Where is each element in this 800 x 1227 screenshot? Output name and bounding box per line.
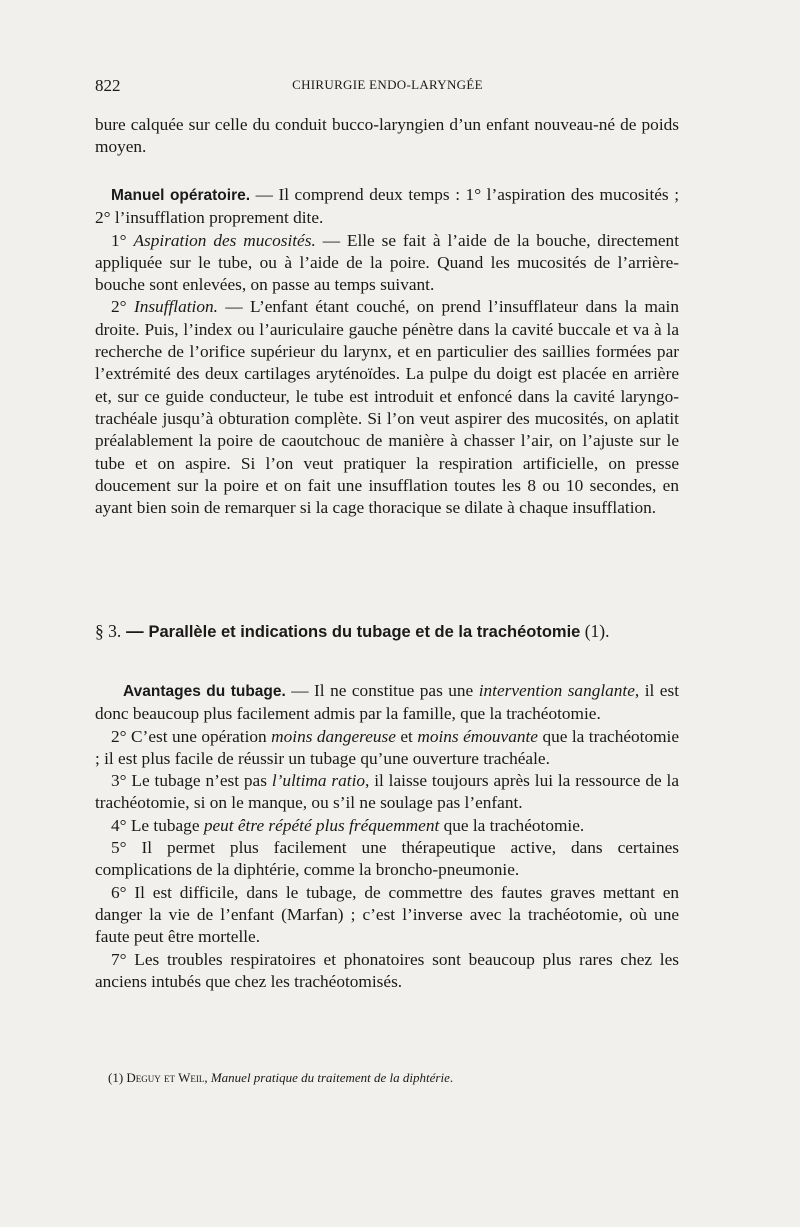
- item-5-number: 5°: [111, 838, 142, 858]
- footnote-authors: Deguy et Weil: [126, 1070, 205, 1085]
- item-2-text-c: que la trachéotomie ; il est plus facile de réussir un tubage qu’une ouverture trachéale.: [95, 726, 680, 768]
- running-title: CHIRURGIE ENDO-LARYNGÉE: [292, 77, 483, 92]
- paragraph: bure calquée sur celle du conduit bucco-laryngien d’un enfant nouveau-né de poids moyen.: [95, 115, 679, 157]
- manual-section: [95, 184, 679, 519]
- avantages-paragraph: [95, 680, 679, 726]
- avantages-text-b: , il est donc beaucoup plus facilement admis par la famille, que la trachéotomie.: [95, 681, 679, 724]
- item-3-em: l’ultima ratio: [271, 771, 366, 791]
- item-7-number: 7°: [111, 949, 135, 969]
- item-2-em-a: moins dangereuse: [271, 726, 396, 746]
- advantages-section: [95, 680, 679, 993]
- item-6-text: Il est difficile, dans le tubage, de commettre des fautes graves mettant en danger la vie de l’enfant (Marfan) ; c’est l’inverse avec la trachéotomie, où une faute peut être mortelle.: [95, 882, 680, 947]
- item-2-text-b: et: [395, 726, 418, 746]
- item-6: [95, 882, 679, 949]
- page-header: [95, 76, 680, 100]
- item-2-number: 2°: [111, 726, 132, 746]
- item-3-text-a: Le tubage n’est pas: [131, 771, 272, 791]
- footnote: [108, 1070, 453, 1086]
- aspiration-title: Aspiration des mucosités.: [133, 230, 316, 250]
- manuel-paragraph: [95, 184, 679, 230]
- section-dash: —: [121, 621, 149, 641]
- item-2: [95, 726, 679, 771]
- page-number: 822: [95, 76, 121, 95]
- section-heading: [95, 621, 685, 642]
- section-title: Parallèle et indications du tubage et de la trachéotomie: [148, 623, 581, 641]
- item-4-em: peut être répété plus fréquemment: [203, 815, 440, 835]
- insufflation-number: 2°: [111, 297, 134, 317]
- item-4-number: 4°: [111, 815, 131, 835]
- item-4-text-a: Le tubage: [130, 815, 204, 835]
- avantages-em: intervention sanglante: [478, 681, 635, 700]
- section-note-ref: (1).: [580, 621, 610, 641]
- insufflation-text: — L’enfant étant couché, on prend l’insufflateur dans la main droite. Puis, l’index ou l’auriculaire gauche pénètre dans la cavité buccale et va à la recherche de l’orifice supérieur du larynx, et en particulier des saillies formées par l’extrémité des deux cartilages aryténoïdes. La pulpe du doigt est placée en arrière et, sur ce guide conducteur, le tube est introduit et enfoncé dans la cavité laryngo-trachéale jusqu’à obturation complète. Si l’on veut aspirer des mucosités, on aplatit préalablement la poire de caoutchouc de manière à chasser l’air, on l’ajuste sur le tube et on aspire. Si l’on veut pratiquer la respiration artificielle, on presse doucement sur la poire et on fait une insufflation toutes les 8 ou 10 secondes, en ayant bien soin de remarquer si la cage thoracique se dilate à chaque insufflation.: [95, 297, 680, 518]
- item-5-text: Il permet plus facilement une thérapeutique active, dans certaines complications de la diphtérie, comme la broncho-pneumonie.: [95, 838, 679, 880]
- footnote-marker: (1): [108, 1070, 127, 1085]
- avantages-text-a: — Il ne constitue pas une: [285, 681, 479, 700]
- aspiration-text: — Elle se fait à l’aide de la bouche, directement appliquée sur le tube, ou à l’aide de la poire. Quand les mucosités de l’arrière-bouche sont enlevées, on passe au temps suivant.: [95, 230, 679, 295]
- manuel-label: Manuel opératoire.: [111, 187, 251, 204]
- item-3-number: 3°: [111, 771, 132, 791]
- insufflation-paragraph: [95, 296, 679, 519]
- item-3: [95, 770, 679, 815]
- footnote-title: Manuel pratique du traitement de la diphtérie: [210, 1070, 450, 1085]
- item-6-number: 6°: [111, 882, 135, 902]
- item-5: [95, 837, 679, 882]
- footnote-separator: ,: [204, 1070, 211, 1085]
- section-number: § 3.: [95, 621, 122, 641]
- aspiration-number: 1°: [111, 230, 134, 250]
- avantages-label: Avantages du tubage.: [123, 683, 286, 700]
- item-2-text-a: C’est une opération: [131, 726, 272, 746]
- item-4-text-b: que la trachéotomie.: [439, 815, 585, 835]
- continuation-paragraph: [95, 114, 679, 159]
- item-4: [95, 815, 679, 837]
- item-3-text-b: , il laisse toujours après lui la ressource de la trachéotomie, si on le manque, ou s’il ne soulage pas l’enfant.: [95, 771, 679, 813]
- insufflation-title: Insufflation.: [133, 297, 218, 317]
- manuel-text: — Il comprend deux temps : 1° l’aspiration des mucosités ; 2° l’insufflation proprement dite.: [95, 185, 679, 228]
- item-7: [95, 949, 679, 994]
- item-7-text: Les troubles respiratoires et phonatoires sont beaucoup plus rares chez les anciens intubés que chez les trachéotomisés.: [95, 949, 680, 991]
- aspiration-paragraph: [95, 230, 679, 297]
- item-2-em-b: moins émouvante: [417, 726, 538, 746]
- footnote-end: .: [449, 1070, 454, 1085]
